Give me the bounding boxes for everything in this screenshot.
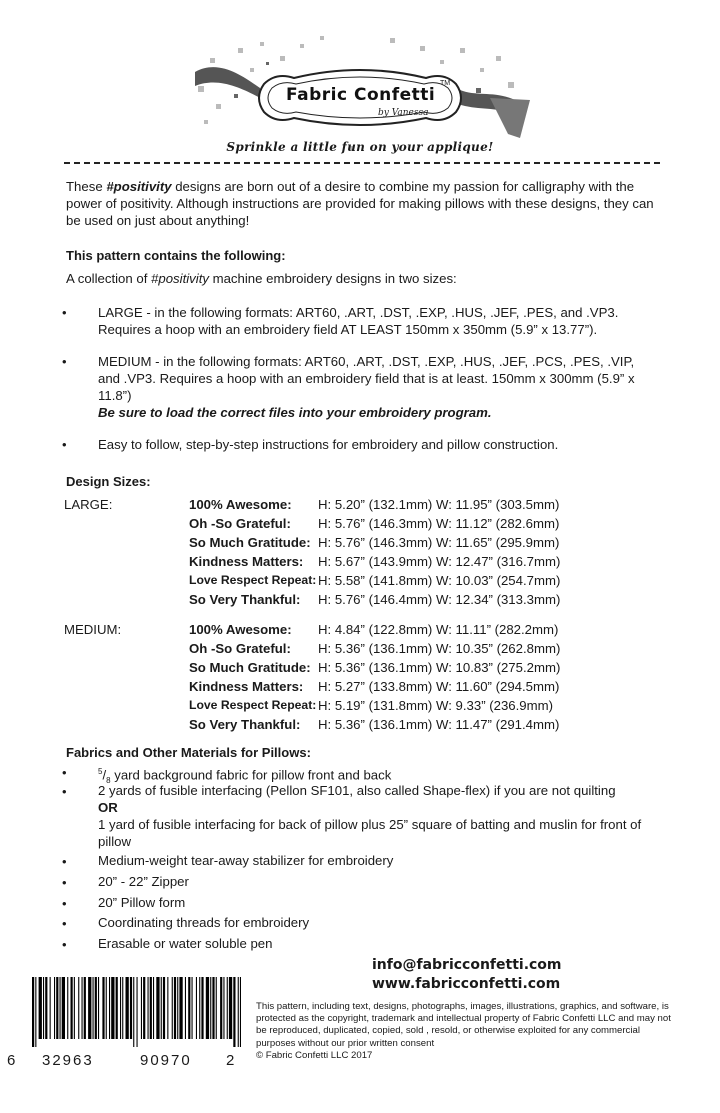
barcode-bar xyxy=(60,977,61,1039)
barcode-bar xyxy=(196,977,197,1039)
barcode-bar xyxy=(240,977,241,1047)
contents-heading: This pattern contains the following: xyxy=(66,248,286,263)
barcode-bar xyxy=(179,977,182,1039)
barcode-bar xyxy=(39,977,42,1039)
barcode-bar xyxy=(174,977,176,1039)
brand-byline: by Vanessa xyxy=(378,108,429,118)
barcode-bar xyxy=(148,977,149,1039)
barcode xyxy=(30,977,242,1047)
design-name: Oh -So Grateful: xyxy=(189,641,291,656)
design-dimensions: H: 5.58” (141.8mm) W: 10.03” (254.7mm) xyxy=(318,573,561,588)
barcode-bar xyxy=(35,977,36,1047)
brand-logo xyxy=(190,28,530,158)
barcode-bar xyxy=(229,977,232,1039)
barcode-bar xyxy=(133,977,134,1047)
bullet: • xyxy=(62,305,67,320)
barcode-bar xyxy=(212,977,214,1039)
barcode-bar xyxy=(188,977,190,1039)
design-dimensions: H: 5.36” (136.1mm) W: 11.47” (291.4mm) xyxy=(318,717,560,732)
barcode-bar xyxy=(216,977,217,1039)
design-name: Kindness Matters: xyxy=(189,679,304,694)
barcode-bar xyxy=(95,977,97,1039)
barcode-bar xyxy=(201,977,203,1039)
design-name: So Much Gratitude: xyxy=(189,535,311,550)
material-item: Erasable or water soluble pen xyxy=(98,936,273,951)
design-dimensions: H: 5.36” (136.1mm) W: 10.35” (262.8mm) xyxy=(318,641,561,656)
design-name: Love Respect Repeat: xyxy=(189,698,317,712)
barcode-bar xyxy=(153,977,154,1039)
bullet: • xyxy=(62,916,67,931)
bullet: • xyxy=(62,437,67,452)
hashtag: #positivity xyxy=(151,271,209,286)
barcode-bar xyxy=(102,977,104,1039)
barcode-bar xyxy=(199,977,200,1039)
barcode-bar xyxy=(32,977,34,1047)
design-name: 100% Awesome: xyxy=(189,622,292,637)
barcode-bar xyxy=(106,977,107,1039)
barcode-bar xyxy=(192,977,193,1039)
barcode-bar xyxy=(163,977,165,1039)
design-name: So Very Thankful: xyxy=(189,717,301,732)
material-item: Medium-weight tear-away stabilizer for embroidery xyxy=(98,853,394,868)
barcode-bar xyxy=(130,977,132,1039)
design-name: So Very Thankful: xyxy=(189,592,301,607)
bullet: • xyxy=(62,937,67,952)
hashtag: #positivity xyxy=(106,179,172,194)
bullet: • xyxy=(62,896,67,911)
design-name: So Much Gratitude: xyxy=(189,660,311,675)
material-item: 2 yards of fusible interfacing (Pellon SF101, also called Shape-flex) if you are not quilting xyxy=(98,783,616,798)
design-name: Oh -So Grateful: xyxy=(189,516,291,531)
bullet: • xyxy=(62,854,67,869)
barcode-bar xyxy=(98,977,99,1039)
barcode-bar xyxy=(116,977,118,1039)
barcode-bar xyxy=(78,977,79,1039)
size-category-large: LARGE: xyxy=(64,497,113,512)
size-category-medium: MEDIUM: xyxy=(64,622,122,637)
design-dimensions: H: 5.20” (132.1mm) W: 11.95” (303.5mm) xyxy=(318,497,560,512)
material-item: 20” - 22” Zipper xyxy=(98,874,189,889)
barcode-bar xyxy=(82,977,83,1039)
barcode-bar xyxy=(206,977,209,1039)
barcode-bar xyxy=(50,977,51,1039)
material-alt: 1 yard of fusible interfacing for back of pillow plus 25” square of batting and muslin for front of pillow xyxy=(98,817,642,849)
barcode-bar xyxy=(137,977,138,1047)
legal-notice: This pattern, including text, designs, photographs, images, illustrations, graphics, and software, is protected as the copyright, trademark and intellectual property of Fabric Confetti LLC and may not be reproduced, duplicated, copied, sold , resold, or otherwise exploited for any commercial purposes without our prior written consent © Fabric Confetti LLC 2017 xyxy=(256,1001,671,1061)
barcode-bar xyxy=(141,977,142,1039)
barcode-bar xyxy=(74,977,75,1039)
design-name: Kindness Matters: xyxy=(189,554,304,569)
bullet: • xyxy=(62,784,67,799)
barcode-bar xyxy=(45,977,47,1039)
design-dimensions: H: 5.19” (131.8mm) W: 9.33” (236.9mm) xyxy=(318,698,554,713)
bullet: • xyxy=(62,354,67,369)
barcode-bar xyxy=(177,977,178,1039)
design-dimensions: H: 4.84” (122.8mm) W: 11.11” (282.2mm) xyxy=(318,622,559,637)
barcode-bar xyxy=(167,977,168,1039)
barcode-bar xyxy=(172,977,173,1039)
brand-name: Fabric Confetti xyxy=(286,85,436,105)
barcode-digit: 2 xyxy=(226,1052,235,1069)
barcode-bar xyxy=(88,977,91,1039)
collection-line: A collection of #positivity machine embroidery designs in two sizes: xyxy=(66,271,457,286)
design-dimensions: H: 5.76” (146.3mm) W: 11.12” (282.6mm) xyxy=(318,516,560,531)
barcode-bar xyxy=(161,977,162,1039)
design-name: Love Respect Repeat: xyxy=(189,573,317,587)
barcode-digits: 32963 xyxy=(42,1052,94,1069)
barcode-bar xyxy=(67,977,68,1039)
bullet: • xyxy=(62,765,67,780)
medium-format-item: MEDIUM - in the following formats: ART60, .ART, .DST, .EXP, .HUS, .JEF, .PCS, .PES, .VIP, and .VP3. Requires a hoop with an embroidery field that is at least. 150mm x 300mm (5.9” x 11.8”) xyxy=(98,354,635,403)
barcode-bar xyxy=(120,977,121,1039)
design-dimensions: H: 5.76” (146.4mm) W: 12.34” (313.3mm) xyxy=(318,592,561,607)
barcode-bar xyxy=(93,977,94,1039)
email-link[interactable]: info@fabricconfetti.com xyxy=(372,957,562,973)
barcode-bar xyxy=(122,977,123,1039)
load-files-note: Be sure to load the correct files into your embroidery program. xyxy=(98,405,492,420)
barcode-bar xyxy=(54,977,55,1039)
design-dimensions: H: 5.27” (133.8mm) W: 11.60” (294.5mm) xyxy=(318,679,560,694)
barcode-bar xyxy=(220,977,222,1039)
barcode-digit: 6 xyxy=(7,1052,16,1069)
barcode-bar xyxy=(150,977,152,1039)
barcode-bar xyxy=(227,977,228,1039)
intro-paragraph: These #positivity designs are born out of a desire to combine my passion for calligraphy with the power of positivity. Although instructions are provided for making pillows with these designs, they can be used on just about anything! xyxy=(66,179,654,228)
tagline: Sprinkle a little fun on your applique! xyxy=(226,140,494,154)
barcode-digits: 90970 xyxy=(140,1052,192,1069)
design-name: 100% Awesome: xyxy=(189,497,292,512)
divider xyxy=(64,162,660,164)
barcode-bar xyxy=(43,977,44,1039)
design-dimensions: H: 5.76” (146.3mm) W: 11.65” (295.9mm) xyxy=(318,535,560,550)
barcode-bar xyxy=(84,977,86,1039)
barcode-bar xyxy=(143,977,145,1039)
material-item: 20” Pillow form xyxy=(98,895,186,910)
barcode-bar xyxy=(56,977,58,1039)
design-sizes-heading: Design Sizes: xyxy=(66,474,151,489)
barcode-bar xyxy=(238,977,239,1047)
material-item: Coordinating threads for embroidery xyxy=(98,915,310,930)
barcode-bar xyxy=(62,977,65,1039)
barcode-bar xyxy=(185,977,186,1039)
barcode-bar xyxy=(111,977,114,1039)
bullet: • xyxy=(62,875,67,890)
barcode-bar xyxy=(71,977,73,1039)
design-dimensions: H: 5.36” (136.1mm) W: 10.83” (275.2mm) xyxy=(318,660,561,675)
design-dimensions: H: 5.67” (143.9mm) W: 12.47” (316.7mm) xyxy=(318,554,561,569)
copyright: © Fabric Confetti LLC 2017 xyxy=(256,1049,373,1061)
barcode-bar xyxy=(126,977,129,1039)
materials-heading: Fabrics and Other Materials for Pillows: xyxy=(66,745,311,760)
barcode-bar xyxy=(156,977,159,1039)
barcode-bar xyxy=(233,977,235,1047)
trademark-mark: TM xyxy=(440,80,451,87)
large-format-item: LARGE - in the following formats: ART60, .ART, .DST, .EXP, .HUS, .JEF, .PES, and .VP3. Requires a hoop with an embroidery field AT LEAST 150mm x 350mm (5.9” x 13.77”). xyxy=(98,305,619,337)
instructions-item: Easy to follow, step-by-step instructions for embroidery and pillow construction. xyxy=(98,437,559,452)
website-link[interactable]: www.fabricconfetti.com xyxy=(372,976,561,992)
barcode-bar xyxy=(210,977,211,1039)
material-or: OR xyxy=(98,800,118,815)
barcode-bar xyxy=(223,977,224,1039)
material-item: $^5/_8$ yard background fabric for pillow front and back xyxy=(98,767,392,786)
barcode-bar xyxy=(109,977,110,1039)
